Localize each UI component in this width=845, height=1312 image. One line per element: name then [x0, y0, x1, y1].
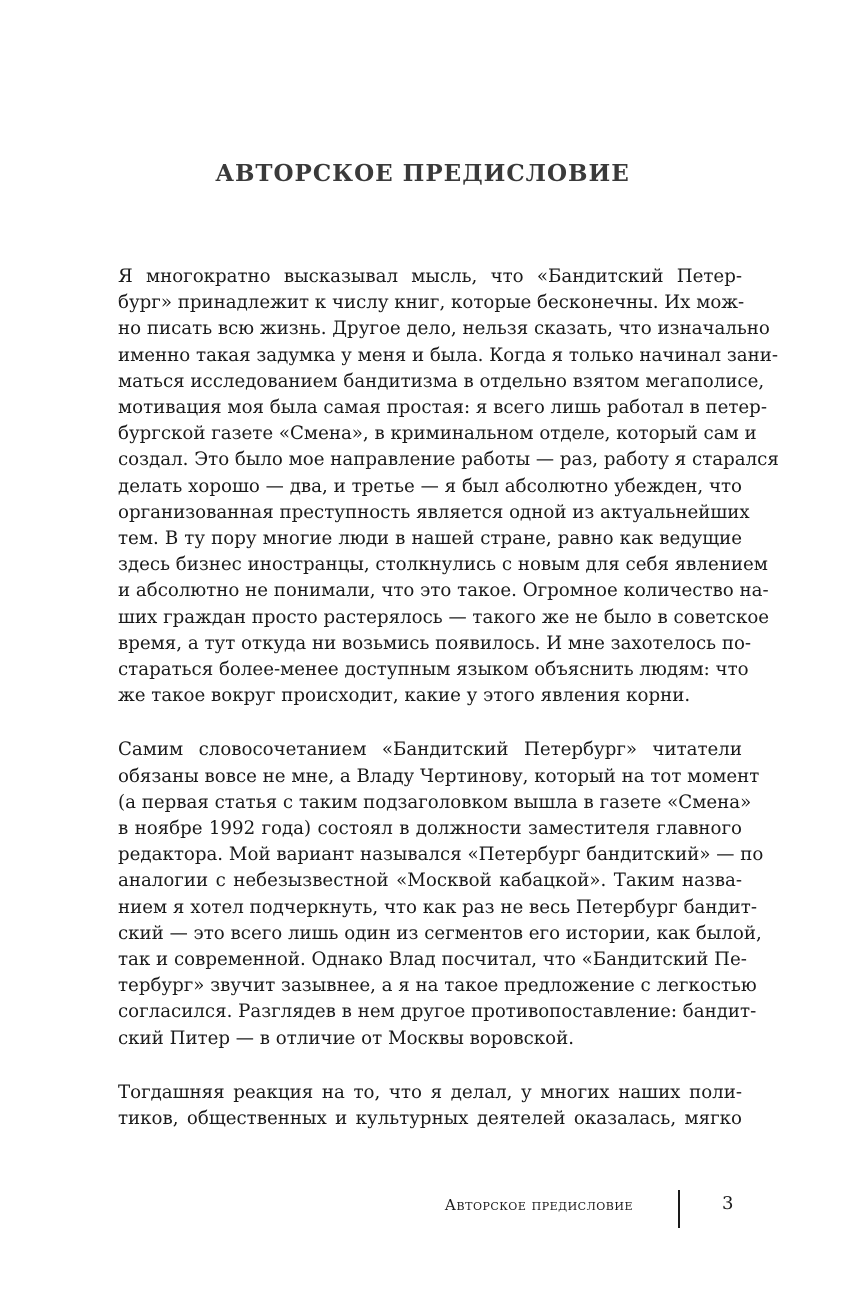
text-line: стараться более-менее доступным языком объяснить людям: что — [118, 659, 749, 681]
text-line: время, а тут откуда ни возьмись появилось. И мне захотелось по- — [118, 632, 752, 654]
paragraph-2 — [118, 737, 764, 1051]
text-line: же такое вокруг происходит, какие у этого явления корни. — [118, 685, 691, 707]
text-line: аналогии с небезызвестной «Москвой кабацкой». Таким назва- — [118, 870, 742, 892]
text-line: ский — это всего лишь один из сегментов его истории, как былой, — [118, 922, 762, 944]
page-number: 3 — [722, 1193, 734, 1214]
text-line: нием я хотел подчеркнуть, что как раз не весь Петербург бандит- — [118, 896, 758, 918]
text-line: тиков, общественных и культурных деятелей оказалась, мягко — [118, 1108, 742, 1130]
text-line: и абсолютно не понимали, что это такое. Огромное количество на- — [118, 580, 769, 602]
body-text — [118, 264, 779, 1132]
text-line: именно такая задумка у меня и была. Когда я только начинал зани- — [118, 344, 778, 366]
text-line: Самим словосочетанием «Бандитский Петербург» читатели — [118, 739, 742, 761]
text-line: но писать всю жизнь. Другое дело, нельзя сказать, что изначально — [118, 318, 770, 340]
text-line: ский Питер — в отличие от Москвы воровской. — [118, 1027, 575, 1049]
text-line: Тогдашняя реакция на то, что я делал, у многих наших поли- — [118, 1081, 742, 1103]
page-footer — [0, 1190, 845, 1230]
text-line: ших граждан просто растерялось — такого же не было в советское — [118, 606, 770, 628]
text-line: создал. Это было мое направление работы — раз, работу я старался — [118, 449, 779, 471]
text-line: здесь бизнес иностранцы, столкнулись с новым для себя явлением — [118, 554, 768, 576]
paragraph-3 — [118, 1080, 742, 1132]
text-line: тем. В ту пору многие люди в нашей стране, равно как ведущие — [118, 528, 742, 550]
text-line: тербург» звучит зазывнее, а я на такое предложение с легкостью — [118, 975, 757, 997]
text-line: (а первая статья с таким подзаголовком вышла в газете «Смена» — [118, 791, 752, 813]
text-line: редактора. Мой вариант назывался «Петербург бандитский» — по — [118, 844, 764, 866]
text-line: так и современной. Однако Влад посчитал, что «Бандитский Пе- — [118, 949, 747, 971]
text-line: Я многократно высказывал мысль, что «Бандитский Петер- — [118, 266, 742, 287]
text-line: согласился. Разглядев в нем другое противопоставление: бандит- — [118, 1001, 757, 1023]
running-title: Авторское предисловие — [444, 1196, 633, 1214]
chapter-title: АВТОРСКОЕ ПРЕДИСЛОВИЕ — [215, 160, 630, 187]
footer-divider — [678, 1190, 680, 1228]
text-line: в ноябре 1992 года) состоял в должности заместителя главного — [118, 818, 742, 840]
text-line: маться исследованием бандитизма в отдельно взятом мегаполисе, — [118, 370, 765, 392]
text-line: бургской газете «Смена», в криминальном отделе, который сам и — [118, 423, 757, 445]
text-line: обязаны вовсе не мне, а Владу Чертинову, который на тот момент — [118, 765, 760, 787]
text-line: организованная преступность является одной из актуальнейших — [118, 501, 750, 523]
text-line: делать хорошо — два, и третье — я был абсолютно убежден, что — [118, 475, 742, 497]
text-line: мотивация моя была самая простая: я всего лишь работал в петер- — [118, 397, 767, 419]
text-line: бург» принадлежит к числу книг, которые бесконечны. Их мож- — [118, 292, 745, 314]
paragraph-1 — [118, 264, 779, 709]
